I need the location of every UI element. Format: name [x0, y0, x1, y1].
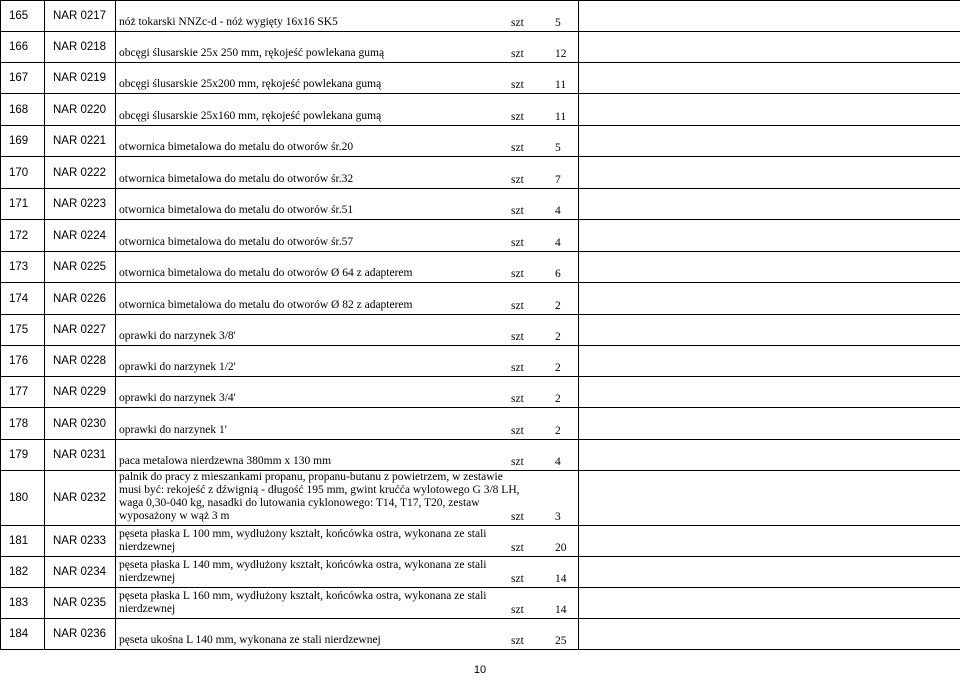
table-row [1, 408, 960, 440]
table-row [1, 619, 960, 650]
item-description-cell [116, 252, 579, 283]
quantity-value: 2 [555, 331, 561, 343]
table-row [1, 315, 960, 346]
row-number: 176 [1, 346, 45, 377]
empty-cell [579, 588, 960, 619]
unit-label: szt [511, 48, 524, 60]
unit-label: szt [511, 456, 524, 468]
quantity-value: 6 [555, 268, 561, 280]
item-description-cell [116, 32, 579, 63]
table-row [1, 588, 960, 619]
row-number: 179 [1, 440, 45, 471]
item-description-cell [116, 526, 579, 557]
empty-cell [579, 283, 960, 315]
table-row [1, 346, 960, 377]
empty-cell [579, 619, 960, 650]
unit-label: szt [511, 542, 524, 554]
empty-cell [579, 94, 960, 126]
page-number: 10 [473, 664, 487, 676]
item-description-cell [116, 377, 579, 408]
unit-label: szt [511, 237, 524, 249]
empty-cell [579, 377, 960, 408]
empty-cell [579, 471, 960, 526]
unit-label: szt [511, 17, 524, 29]
table-row [1, 471, 960, 526]
item-description-line: obcęgi ślusarskie 25x160 mm, rękojeść powlekana gumą [119, 110, 382, 122]
item-code: NAR 0231 [45, 440, 116, 471]
item-description-line: nierdzewnej [119, 572, 176, 584]
item-code: NAR 0236 [45, 619, 116, 650]
item-code: NAR 0217 [45, 1, 116, 32]
unit-label: szt [511, 111, 524, 123]
item-description-line: otwornica bimetalowa do metalu do otworów Ø 82 z adapterem [119, 299, 413, 311]
row-number: 171 [1, 189, 45, 220]
item-description-cell [116, 557, 579, 588]
item-description-line: palnik do pracy z mieszankami propanu, propanu-butanu z powietrzem, w zestawie [119, 471, 503, 483]
item-description-line: otwornica bimetalowa do metalu do otworów śr.20 [119, 141, 354, 153]
unit-label: szt [511, 362, 524, 374]
quantity-value: 4 [555, 237, 561, 249]
unit-label: szt [511, 142, 524, 154]
item-description-line: pęseta płaska L 100 mm, wydłużony kształt, końcówka ostra, wykonana ze stali [119, 528, 487, 540]
item-description-line: pęseta płaska L 140 mm, wydłużony kształt, końcówka ostra, wykonana ze stali [119, 559, 487, 571]
quantity-value: 4 [555, 205, 561, 217]
quantity-value: 7 [555, 174, 561, 186]
empty-cell [579, 1, 960, 32]
table-row [1, 94, 960, 126]
item-description-line: wyposażony w wąż 3 m [119, 510, 230, 522]
item-description-cell [116, 189, 579, 220]
item-code: NAR 0220 [45, 94, 116, 126]
quantity-value: 2 [555, 393, 561, 405]
item-description-line: nóż tokarski NNZc-d - nóż wygięty 16x16 SK5 [119, 16, 338, 28]
item-code: NAR 0223 [45, 189, 116, 220]
item-code: NAR 0233 [45, 526, 116, 557]
item-description-line: oprawki do narzynek 3/8' [119, 330, 236, 342]
item-description-line: nierdzewnej [119, 541, 176, 553]
quantity-value: 2 [555, 362, 561, 374]
item-code: NAR 0219 [45, 63, 116, 94]
unit-label: szt [511, 268, 524, 280]
row-number: 182 [1, 557, 45, 588]
table-row [1, 252, 960, 283]
unit-label: szt [511, 511, 524, 523]
item-description-line: paca metalowa nierdzewna 380mm x 130 mm [119, 455, 332, 467]
unit-label: szt [511, 79, 524, 91]
item-description-cell [116, 346, 579, 377]
empty-cell [579, 220, 960, 252]
item-description-cell [116, 63, 579, 94]
item-description-line: otwornica bimetalowa do metalu do otworów śr.57 [119, 236, 354, 248]
row-number: 183 [1, 588, 45, 619]
item-description-line: pęseta ukośna L 140 mm, wykonana ze stali nierdzewnej [119, 634, 381, 646]
item-description-line: otwornica bimetalowa do metalu do otworów śr.51 [119, 204, 354, 216]
item-code: NAR 0235 [45, 588, 116, 619]
empty-cell [579, 440, 960, 471]
quantity-value: 2 [555, 425, 561, 437]
row-number: 181 [1, 526, 45, 557]
item-code: NAR 0230 [45, 408, 116, 440]
table-row [1, 126, 960, 157]
unit-label: szt [511, 635, 524, 647]
quantity-value: 20 [555, 542, 567, 554]
item-code: NAR 0227 [45, 315, 116, 346]
item-description-cell [116, 1, 579, 32]
empty-cell [579, 157, 960, 189]
row-number: 167 [1, 63, 45, 94]
item-description-line: pęseta płaska L 160 mm, wydłużony kształt, końcówka ostra, wykonana ze stali [119, 590, 487, 602]
quantity-value: 14 [555, 604, 567, 616]
item-code: NAR 0234 [45, 557, 116, 588]
quantity-value: 5 [555, 142, 561, 154]
table-row [1, 1, 960, 32]
item-description-line: otwornica bimetalowa do metalu do otworów śr.32 [119, 173, 354, 185]
unit-label: szt [511, 205, 524, 217]
quantity-value: 11 [555, 111, 567, 123]
row-number: 166 [1, 32, 45, 63]
row-number: 184 [1, 619, 45, 650]
table-row [1, 557, 960, 588]
quantity-value: 14 [555, 573, 567, 585]
empty-cell [579, 526, 960, 557]
quantity-value: 11 [555, 79, 567, 91]
quantity-value: 2 [555, 300, 561, 312]
empty-cell [579, 557, 960, 588]
quantity-value: 5 [555, 17, 561, 29]
empty-cell [579, 189, 960, 220]
item-code: NAR 0221 [45, 126, 116, 157]
table-row [1, 32, 960, 63]
empty-cell [579, 252, 960, 283]
row-number: 169 [1, 126, 45, 157]
row-number: 178 [1, 408, 45, 440]
item-description-cell [116, 220, 579, 252]
table-row [1, 157, 960, 189]
unit-label: szt [511, 174, 524, 186]
row-number: 173 [1, 252, 45, 283]
item-description-cell [116, 588, 579, 619]
unit-label: szt [511, 573, 524, 585]
item-description-cell [116, 408, 579, 440]
unit-label: szt [511, 393, 524, 405]
item-description-cell [116, 471, 579, 526]
row-number: 177 [1, 377, 45, 408]
empty-cell [579, 315, 960, 346]
table-row [1, 189, 960, 220]
item-code: NAR 0228 [45, 346, 116, 377]
item-description-line: obcęgi ślusarskie 25x200 mm, rękojeść powlekana gumą [119, 78, 382, 90]
unit-label: szt [511, 604, 524, 616]
row-number: 172 [1, 220, 45, 252]
quantity-value: 12 [555, 48, 567, 60]
item-description-cell [116, 315, 579, 346]
empty-cell [579, 346, 960, 377]
item-description-line: nierdzewnej [119, 603, 176, 615]
item-description-line: oprawki do narzynek 1' [119, 424, 227, 436]
empty-cell [579, 32, 960, 63]
unit-label: szt [511, 331, 524, 343]
item-description-cell [116, 440, 579, 471]
table-row [1, 220, 960, 252]
item-code: NAR 0232 [45, 471, 116, 526]
row-number: 170 [1, 157, 45, 189]
item-description-cell [116, 94, 579, 126]
item-code: NAR 0229 [45, 377, 116, 408]
row-number: 165 [1, 1, 45, 32]
item-code: NAR 0225 [45, 252, 116, 283]
item-description-cell [116, 283, 579, 315]
item-code: NAR 0226 [45, 283, 116, 315]
empty-cell [579, 63, 960, 94]
item-description-line: oprawki do narzynek 1/2' [119, 361, 236, 373]
item-description-line: obcęgi ślusarskie 25x 250 mm, rękojeść powlekana gumą [119, 47, 385, 59]
item-code: NAR 0222 [45, 157, 116, 189]
item-description-line: waga 0,30-040 kg, nasadki do lutowania cyklonowego: T14, T17, T20, zestaw [119, 497, 480, 509]
empty-cell [579, 408, 960, 440]
quantity-value: 3 [555, 511, 561, 523]
unit-label: szt [511, 425, 524, 437]
table-row [1, 283, 960, 315]
empty-cell [579, 126, 960, 157]
item-description-line: otwornica bimetalowa do metalu do otworów Ø 64 z adapterem [119, 267, 413, 279]
row-number: 180 [1, 471, 45, 526]
item-description-cell [116, 619, 579, 650]
quantity-value: 4 [555, 456, 561, 468]
table-row [1, 526, 960, 557]
table-row [1, 377, 960, 408]
row-number: 174 [1, 283, 45, 315]
item-code: NAR 0224 [45, 220, 116, 252]
row-number: 168 [1, 94, 45, 126]
item-description-line: oprawki do narzynek 3/4' [119, 392, 236, 404]
item-description-cell [116, 157, 579, 189]
unit-label: szt [511, 300, 524, 312]
quantity-value: 25 [555, 635, 567, 647]
item-description-cell [116, 126, 579, 157]
row-number: 175 [1, 315, 45, 346]
table-row [1, 440, 960, 471]
table-row [1, 63, 960, 94]
item-code: NAR 0218 [45, 32, 116, 63]
item-description-line: musi być: rekojeść z dźwignią - długość 195 mm, gwint krućća wylotowego G 3/8 LH, [119, 484, 520, 496]
